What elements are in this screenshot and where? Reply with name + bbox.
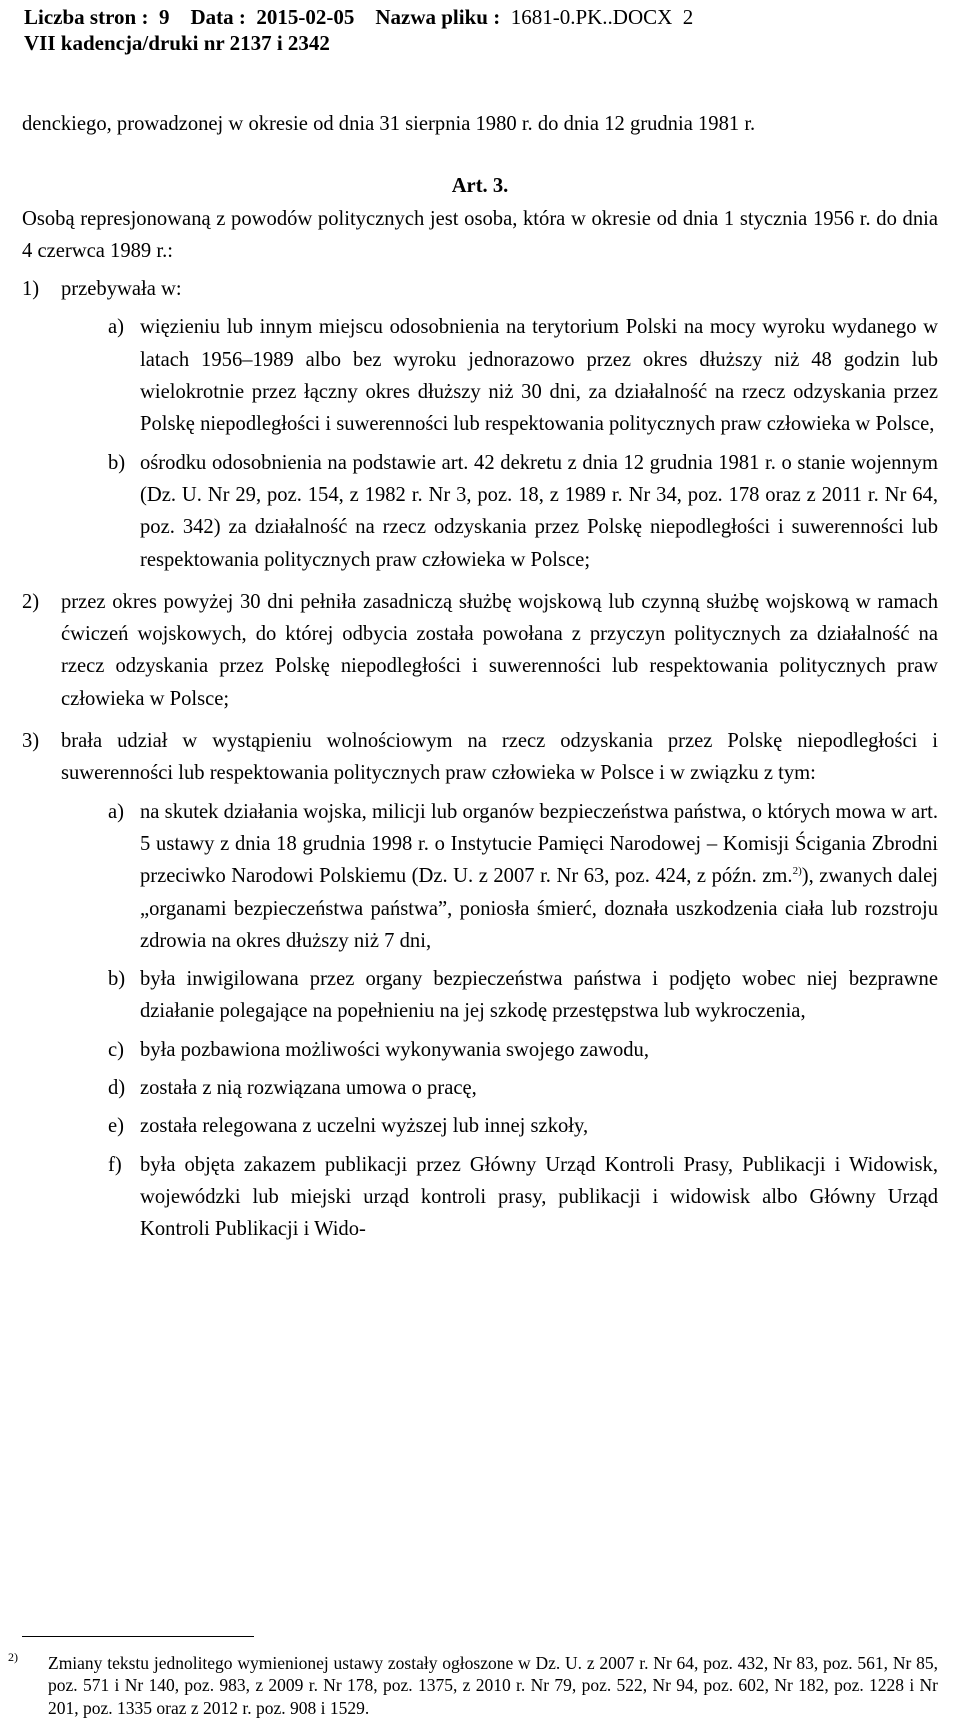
article-lead: Osobą represjonowaną z powodów politycznych jest osoba, która w okresie od dnia 1 stycznia 1956 r. do dnia 4 czerwca 1989 r.: — [22, 207, 938, 262]
document-date: Data : 2015-02-05 — [190, 5, 355, 29]
sub-item-text: była objęta zakazem publikacji przez Główny Urząd Kontroli Prasy, Publikacji i Widowisk, wojewódzki lub miejski urząd kontroli prasy, publikacji i widowisk albo Główny Urząd Kontroli Publikacji i Wido- — [140, 1153, 938, 1241]
article-title: Art. 3. — [451, 175, 509, 198]
sub-item — [22, 1149, 938, 1246]
item-number: 1) — [22, 278, 40, 301]
sub-item-text-continued: ), zwanych dalej „organami bezpieczeństwa państwa”, poniosła śmierć, doznała uszkodzenia ciała lub rozstroju zdrowia na okres dłuższy niż 7 dni, — [140, 865, 938, 952]
sub-item — [22, 447, 938, 576]
list-item — [22, 586, 938, 715]
item-text: przebywała w: — [61, 278, 182, 301]
sub-item — [22, 1072, 938, 1104]
sub-item-letter: b) — [108, 968, 126, 991]
footnote — [8, 1650, 938, 1719]
sub-item-letter: b) — [108, 451, 126, 474]
header-line-2: VII kadencja/druki nr 2137 i 2342 — [24, 31, 330, 55]
document-body — [22, 108, 938, 1246]
file-name-label: Nazwa pliku : — [375, 5, 501, 29]
sub-item — [22, 963, 938, 1028]
list-item — [22, 273, 938, 305]
item-number: 3) — [22, 730, 40, 753]
sub-item — [22, 796, 938, 957]
footnote-separator — [22, 1636, 254, 1637]
footnote-mark: 2) — [8, 1650, 18, 1664]
page-count: Liczba stron : 9 — [24, 5, 170, 29]
footnote-reference: 2) — [792, 865, 802, 878]
sub-item-letter: d) — [108, 1077, 126, 1100]
sub-item-text: ośrodku odosobnienia na podstawie art. 42 dekretu z dnia 12 grudnia 1981 r. o stanie wojennym (Dz. U. Nr 29, poz. 154, z 1982 r. Nr 3, poz. 18, z 1989 r. Nr 34, poz. 178 oraz z 2011 r. Nr 64, poz. 342) za działalność na rzecz odzyskania przez Polskę niepodległości i suwerenności lub respektowania politycznych praw człowieka w Polsce; — [140, 451, 938, 571]
intro-paragraph: denckiego, prowadzonej w okresie od dnia 31 sierpnia 1980 r. do dnia 12 grudnia 1981 r. — [22, 113, 756, 135]
sub-item — [22, 1110, 938, 1142]
sub-item-letter: e) — [108, 1115, 124, 1138]
item-number: 2) — [22, 590, 40, 613]
file-name: 1681-0.PK..DOCX 2 — [510, 5, 694, 29]
sub-item-text: więzieniu lub innym miejscu odosobnienia na terytorium Polski na mocy wyroku wydanego w latach 1956–1989 albo bez wyroku jednorazowo przez okres dłuższy niż 48 godzin lub wielokrotnie przez łączny okres dłuższy niż 30 dni, za działalność na rzecz odzyskania przez Polskę niepodległości i suwerenności lub respektowania politycznych praw człowieka w Polsce, — [140, 316, 938, 436]
footnote-text: Zmiany tekstu jednolitego wymienionej ustawy zostały ogłoszone w Dz. U. z 2007 r. Nr 64, poz. 432, Nr 83, poz. 561, Nr 85, poz. 571 i Nr 140, poz. 983, z 2009 r. Nr 178, poz. 1375, z 2010 r. Nr 79, poz. 522, Nr 94, poz. 602, Nr 182, poz. 1228 i Nr 201, poz. 1335 oraz z 2012 r. poz. 908 i 1529. — [48, 1653, 938, 1718]
sub-item-text: była pozbawiona możliwości wykonywania swojego zawodu, — [140, 1038, 650, 1061]
sub-item-letter: c) — [108, 1038, 124, 1061]
sub-item-text: na skutek działania wojska, milicji lub organów bezpieczeństwa państwa, o których mowa w art. 5 ustawy z dnia 18 grudnia 1998 r. o Instytucie Pamięci Narodowej – Komisji Ścigania Zbrodni przeciwko Narodowi Polskiemu (Dz. U. z 2007 r. Nr 63, poz. 424, z późn. zm. — [140, 800, 938, 888]
header-line-1 — [24, 4, 944, 30]
sub-item-letter: f) — [108, 1153, 122, 1176]
item-text: brała udział w wystąpieniu wolnościowym na rzecz odzyskania przez Polskę niepodległości i suwerenności lub respektowania politycznych praw człowieka w Polsce i w związku z tym: — [61, 730, 938, 785]
sub-item — [22, 311, 938, 440]
sub-item-text: została relegowana z uczelni wyższej lub innej szkoły, — [140, 1115, 589, 1138]
document-header — [24, 4, 944, 56]
sub-item — [22, 1034, 938, 1066]
list-item — [22, 725, 938, 790]
sub-item-letter: a) — [108, 316, 124, 339]
sub-item-text: była inwigilowana przez organy bezpieczeństwa państwa i podjęto wobec niej bezprawne działanie polegające na popełnieniu na jej szkodę przestępstwa lub wykroczenia, — [140, 968, 938, 1023]
sub-item-text: została z nią rozwiązana umowa o pracę, — [140, 1077, 477, 1100]
sub-item-letter: a) — [108, 800, 124, 823]
item-text: przez okres powyżej 30 dni pełniła zasadniczą służbę wojskową lub czynną służbę wojskową w ramach ćwiczeń wojskowych, do której odbycia została powołana z przyczyn politycznych za działalność na rzecz odzyskania przez Polskę niepodległości i suwerenności lub respektowania politycznych praw człowieka w Polsce; — [61, 590, 938, 710]
